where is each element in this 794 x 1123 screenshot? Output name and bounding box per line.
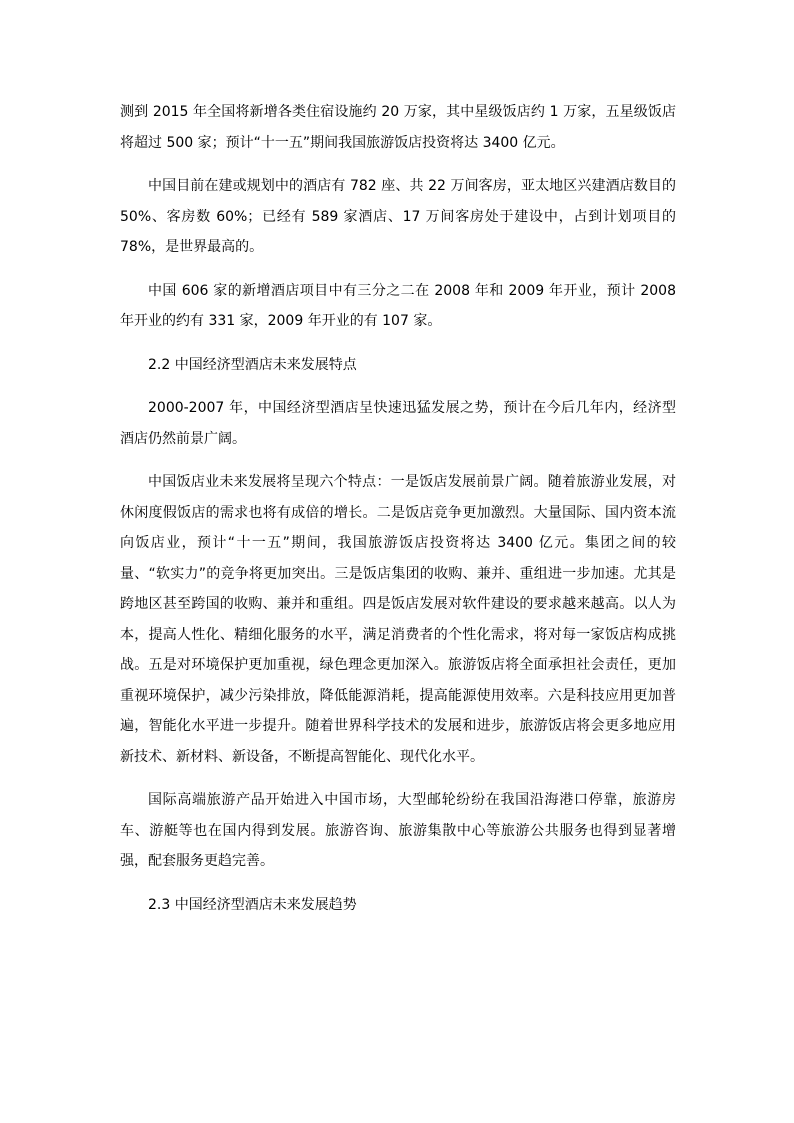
paragraph-hotels-under-construction: 中国目前在建或规划中的酒店有 782 座、共 22 万间客房，亚太地区兴建酒店数目的 50%、客房数 60%；已经有 589 家酒店、17 万间客房处于建设中，占到计划项目的 78%，是世界最高的。 [120, 178, 676, 255]
paragraph-six-characteristics: 中国饭店业未来发展将呈现六个特点：一是饭店发展前景广阔。随着旅游业发展，对休闲度假饭店的需求也将有成倍的增长。二是饭店竞争更加激烈。大量国际、国内资本流向饭店业，预计“十一五”期间，我国旅游饭店投资将达 3400 亿元。集团之间的较量、“软实力”的竞争将更加突出。三是饭店集团的收购、兼并、重组进一步加速。尤其是跨地区甚至跨国的收购、兼并和重组。四是饭店发展对软件建设的要求越来越高。以人为本，提高人性化、精细化服务的水平，满足消费者的个性化需求，将对每一家饭店构成挑战。五是对环境保护更加重视，绿色理念更加深入。旅游饭店将全面承担社会责任，更加重视环境保护，减少污染排放，降低能源消耗，提高能源使用效率。六是科技应用更加普遍，智能化水平进一步提升。随着世界科学技术的发展和进步，旅游饭店将会更多地应用新技术、新材料、新设备，不断提高智能化、现代化水平。 [120, 474, 676, 765]
paragraph-new-hotel-openings: 中国 606 家的新增酒店项目中有三分之二在 2008 年和 2009 年开业，预计 2008 年开业的约有 331 家，2009 年开业的有 107 家。 [120, 282, 676, 329]
document-body [120, 97, 676, 933]
paragraph-economy-hotel-growth: 2000-2007 年，中国经济型酒店呈快速迅猛发展之势，预计在今后几年内，经济型酒店仍然前景广阔。 [120, 400, 676, 447]
paragraph-hotel-facilities-forecast: 测到 2015 年全国将新增各类住宿设施约 20 万家，其中星级饭店约 1 万家，五星级饭店将超过 500 家；预计“十一五”期间我国旅游饭店投资将达 3400 亿元。 [120, 104, 676, 151]
paragraph-high-end-tourism-products: 国际高端旅游产品开始进入中国市场，大型邮轮纷纷在我国沿海港口停靠，旅游房车、游艇等也在国内得到发展。旅游咨询、旅游集散中心等旅游公共服务也得到显著增强，配套服务更趋完善。 [120, 792, 676, 869]
section-heading-2-2: 2.2 中国经济型酒店未来发展特点 [148, 356, 357, 373]
section-heading-2-3: 2.3 中国经济型酒店未来发展趋势 [148, 896, 357, 913]
